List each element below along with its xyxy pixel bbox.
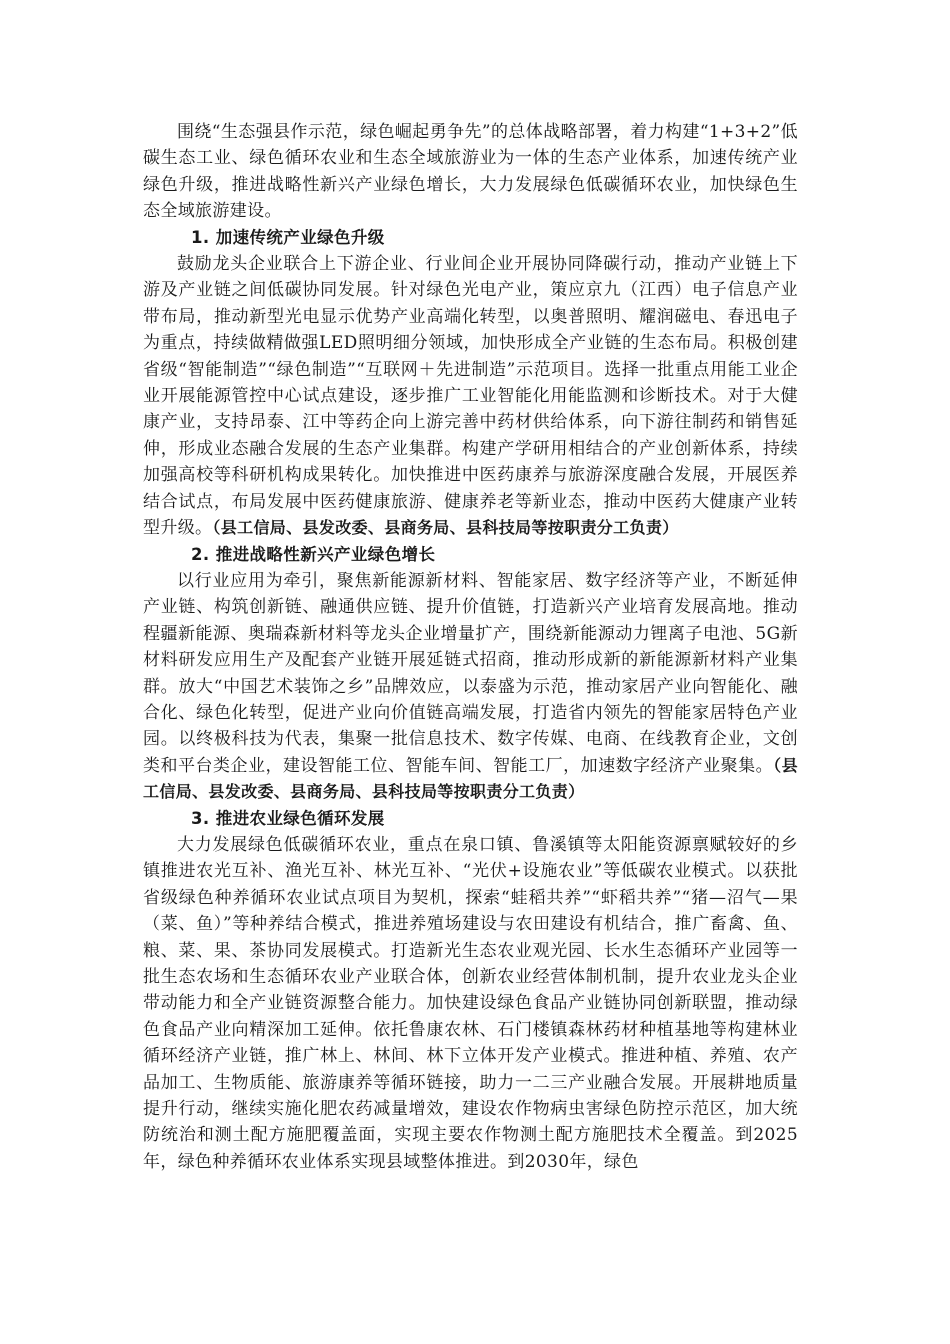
section-1-paragraph	[143, 251, 798, 541]
section-2-body: 以行业应用为牵引，聚焦新能源新材料、智能家居、数字经济等产业，不断延伸产业链、构筑创新链、融通供应链、提升价值链，打造新兴产业培育发展高地。推动程疆新能源、奥瑞森新材料等龙头企业增量扩产，围绕新能源动力锂离子电池、5G新材料研发应用生产及配套产业链开展延链式招商，推动形成新的新能源新材料产业集群。放大“中国艺术装饰之乡”品牌效应，以泰盛为示范，推动家居产业向智能化、融合化、绿色化转型，促进产业向价值链高端发展，打造省内领先的智能家居特色产业园。以终极科技为代表，集聚一批信息技术、数字传媒、电商、在线教育企业，文创类和平台类企业，建设智能工位、智能车间、智能工厂，加速数字经济产业聚集。	[143, 570, 798, 776]
section-2-responsibility: （县工信局、县发改委、县商务局、县科技局等按职责分工负责）	[143, 755, 798, 802]
intro-paragraph: 围绕“生态强县作示范，绿色崛起勇争先”的总体战略部署，着力构建“1+3+2”低碳生态工业、绿色循环农业和生态全域旅游业为一体的生态产业体系，加速传统产业绿色升级，推进战略性新兴产业绿色增长，大力发展绿色低碳循环农业，加快绿色生态全域旅游建设。	[143, 122, 798, 222]
section-1-body: 鼓励龙头企业联合上下游企业、行业间企业开展协同降碳行动，推动产业链上下游及产业链之间低碳协同发展。针对绿色光电产业，策应京九（江西）电子信息产业带布局，推动新型光电显示优势产业高端化转型，以奥普照明、耀润磁电、春迅电子为重点，持续做精做强LED照明细分领域，加快形成全产业链的生态布局。积极创建省级“智能制造”“绿色制造”“互联网＋先进制造”示范项目。选择一批重点用能工业企业开展能源管控中心试点建设，逐步推广工业智能化用能监测和诊断技术。对于大健康产业，支持昂泰、江中等药企向上游完善中药材供给体系，向下游往制药和销售延伸，形成业态融合发展的生态产业集群。构建产学研用相结合的产业创新体系，持续加强高校等科研机构成果转化。加快推进中医药康养与旅游深度融合发展，开展医养结合试点，布局发展中医药健康旅游、健康养老等新业态，推动中医药大健康产业转型升级。	[143, 254, 798, 539]
section-1-heading: 1. 加速传统产业绿色升级	[191, 227, 385, 247]
section-2-paragraph	[143, 568, 798, 806]
section-3-body: 大力发展绿色低碳循环农业，重点在泉口镇、鲁溪镇等太阳能资源禀赋较好的乡镇推进农光互补、渔光互补、林光互补、“光伏+设施农业”等低碳农业模式。以获批省级绿色种养循环农业试点项目为契机，探索“蛙稻共养”“虾稻共养”“猪—沼气—果（菜、鱼）”等种养结合模式，推进养殖场建设与农田建设有机结合，推广畜禽、鱼、粮、菜、果、茶协同发展模式。打造新光生态农业观光园、长水生态循环产业园等一批生态农场和生态循环农业产业联合体，创新农业经营体制机制，提升农业龙头企业带动能力和全产业链资源整合能力。加快建设绿色食品产业链协同创新联盟，推动绿色食品产业向精深加工延伸。依托鲁康农林、石门楼镇森林药材种植基地等构建林业循环经济产业链，推广林上、林间、林下立体开发产业模式。推进种植、养殖、农产品加工、生物质能、旅游康养等循环链接，助力一二三产业融合发展。开展耕地质量提升行动，继续实施化肥农药减量增效，建设农作物病虫害绿色防控示范区，加大统防统治和测土配方施肥覆盖面，实现主要农作物测土配方施肥技术全覆盖。到2025年，绿色种养循环农业体系实现县域整体推进。到2030年，绿色	[143, 834, 798, 1172]
section-1-responsibility: （县工信局、县发改委、县商务局、县科技局等按职责分工负责）	[212, 518, 679, 538]
section-3-paragraph	[143, 832, 798, 1175]
section-2-heading: 2. 推进战略性新兴产业绿色增长	[191, 544, 436, 564]
section-3-heading: 3. 推进农业绿色循环发展	[191, 808, 385, 828]
document-page	[143, 119, 798, 1175]
